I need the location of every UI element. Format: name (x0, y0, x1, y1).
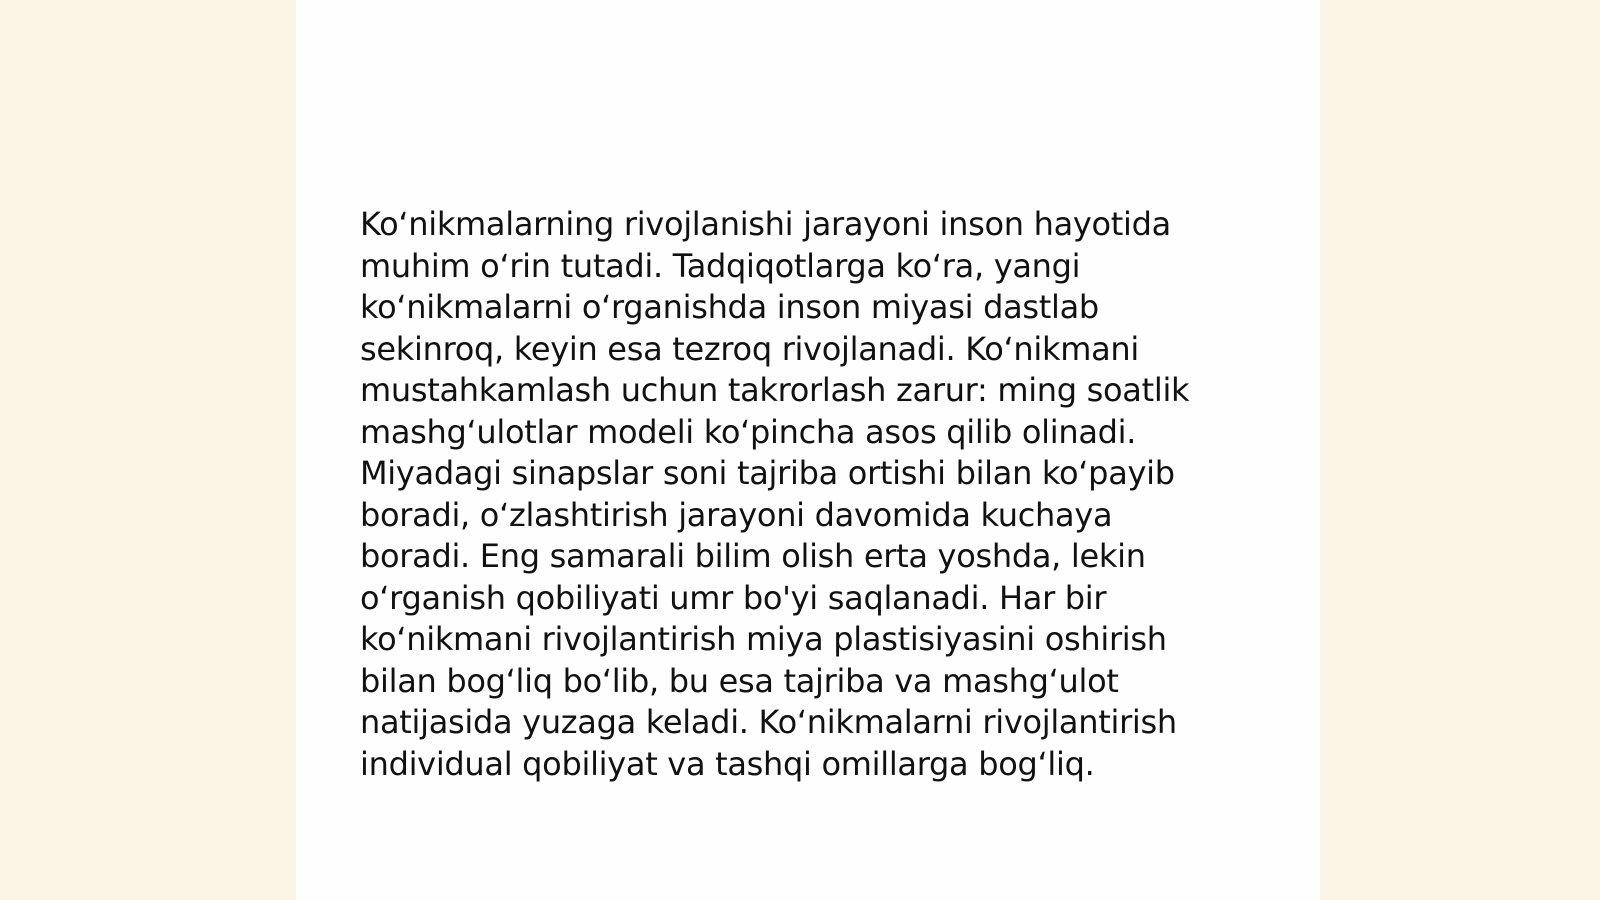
paragraph-line: mustahkamlash uchun takrorlash zarur: ming soatlik (360, 371, 1190, 409)
paragraph-line: boradi. Eng samarali bilim olish erta yoshda, lekin (360, 537, 1146, 575)
paragraph-line: oʻrganish qobiliyati umr bo'yi saqlanadi. Har bir (360, 578, 1107, 617)
paragraph-line: natijasida yuzaga keladi. Koʻnikmalarni rivojlantirish (360, 703, 1177, 741)
paragraph-line: individual qobiliyat va tashqi omillarga bogʻliq. (360, 744, 1095, 783)
paragraph-line: muhim oʻrin tutadi. Tadqiqotlarga koʻra, yangi (360, 246, 1081, 285)
paragraph-line: boradi, oʻzlashtirish jarayoni davomida kuchaya (360, 495, 1113, 534)
paragraph-line: sekinroq, keyin esa tezroq rivojlanadi. Koʻnikmani (360, 329, 1139, 368)
paragraph-line: Miyadagi sinapslar soni tajriba ortishi bilan koʻpayib (360, 454, 1175, 492)
paragraph-line: bilan bogʻliq boʻlib, bu esa tajriba va mashgʻulot (360, 661, 1119, 700)
paragraph-line: mashgʻulotlar modeli koʻpincha asos qilib olinadi. (360, 412, 1137, 451)
paragraph-line: koʻnikmalarni oʻrganishda inson miyasi dastlab (360, 288, 1099, 326)
paragraph-line: Koʻnikmalarning rivojlanishi jarayoni inson hayotida (360, 205, 1171, 243)
body-paragraph (360, 204, 1240, 785)
document-page (296, 0, 1320, 900)
paragraph-line: koʻnikmani rivojlantirish miya plastisiyasini oshirish (360, 620, 1167, 658)
